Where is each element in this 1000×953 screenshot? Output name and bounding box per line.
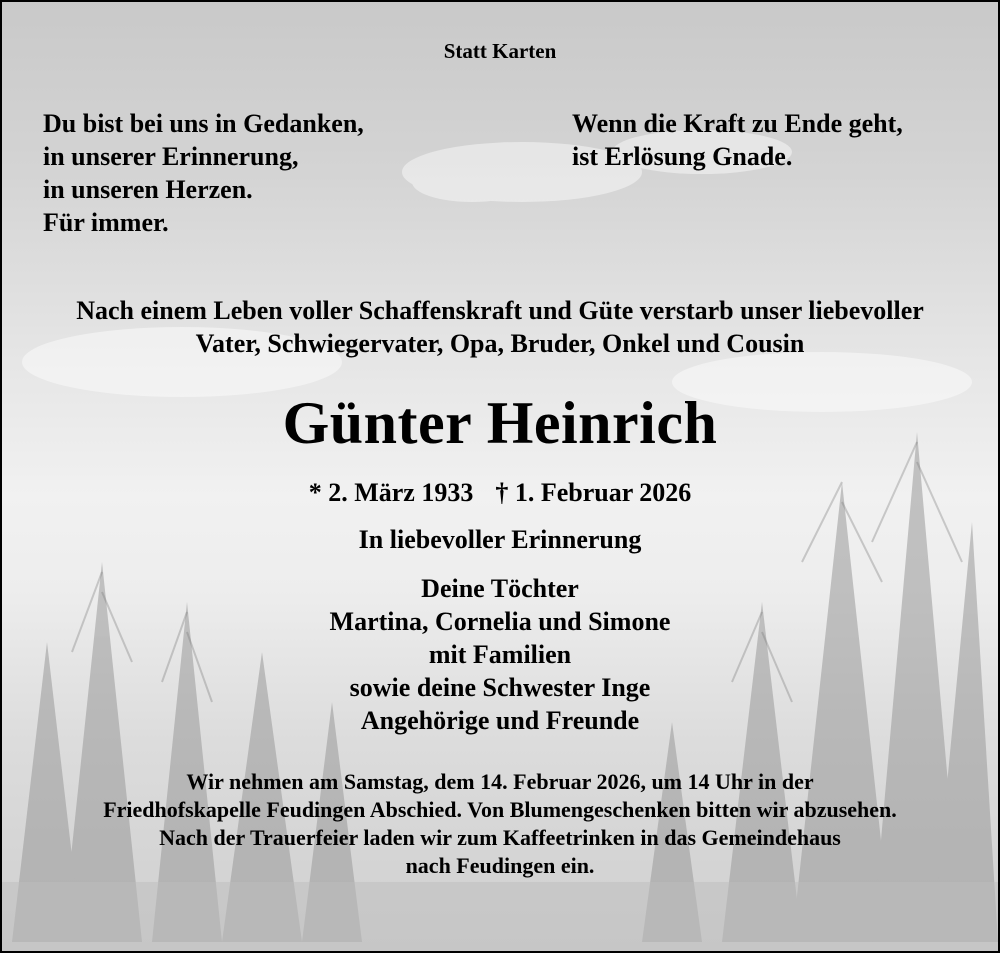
verse-right-line: ist Erlösung Gnade. <box>572 142 793 171</box>
verse-left-line: in unserer Erinnerung, <box>43 142 299 171</box>
intro-line: Vater, Schwiegervater, Opa, Bruder, Onkel und Cousin <box>195 329 805 358</box>
mourner-line: mit Familien <box>428 640 572 669</box>
mourner-line: sowie deine Schwester Inge <box>349 673 651 702</box>
life-dates <box>2 476 998 509</box>
verse-right-line: Wenn die Kraft zu Ende geht, <box>572 109 903 138</box>
mourner-line: Angehörige und Freunde <box>360 706 640 735</box>
verse-left-line: in unseren Herzen. <box>43 175 253 204</box>
intro-text <box>2 294 998 360</box>
verse-left-line: Für immer. <box>43 208 169 237</box>
death-date: † 1. Februar 2026 <box>495 478 692 507</box>
birth-date: * 2. März 1933 <box>308 478 474 507</box>
remembrance-line: In liebevoller Erinnerung <box>358 525 642 554</box>
funeral-line: Friedhofskapelle Feudingen Abschied. Von Blumengeschenken bitten wir abzusehen. <box>103 797 897 822</box>
snow-ground <box>2 882 998 951</box>
mourners-list <box>2 572 998 737</box>
deceased-name: Günter Heinrich <box>282 390 718 456</box>
mourner-line: Deine Töchter <box>421 574 579 603</box>
funeral-details <box>2 768 998 880</box>
verse-left <box>43 107 364 239</box>
verse-left-line: Du bist bei uns in Gedanken, <box>43 109 364 138</box>
verse-right <box>572 107 903 173</box>
funeral-line: Nach der Trauerfeier laden wir zum Kaffeetrinken in das Gemeindehaus <box>159 825 841 850</box>
mourner-line: Martina, Cornelia und Simone <box>329 607 671 636</box>
intro-line: Nach einem Leben voller Schaffenskraft und Güte verstarb unser liebevoller <box>76 296 924 325</box>
funeral-line: Wir nehmen am Samstag, dem 14. Februar 2026, um 14 Uhr in der <box>186 769 814 794</box>
funeral-line: nach Feudingen ein. <box>405 853 595 878</box>
header-statt-karten: Statt Karten <box>443 39 557 63</box>
